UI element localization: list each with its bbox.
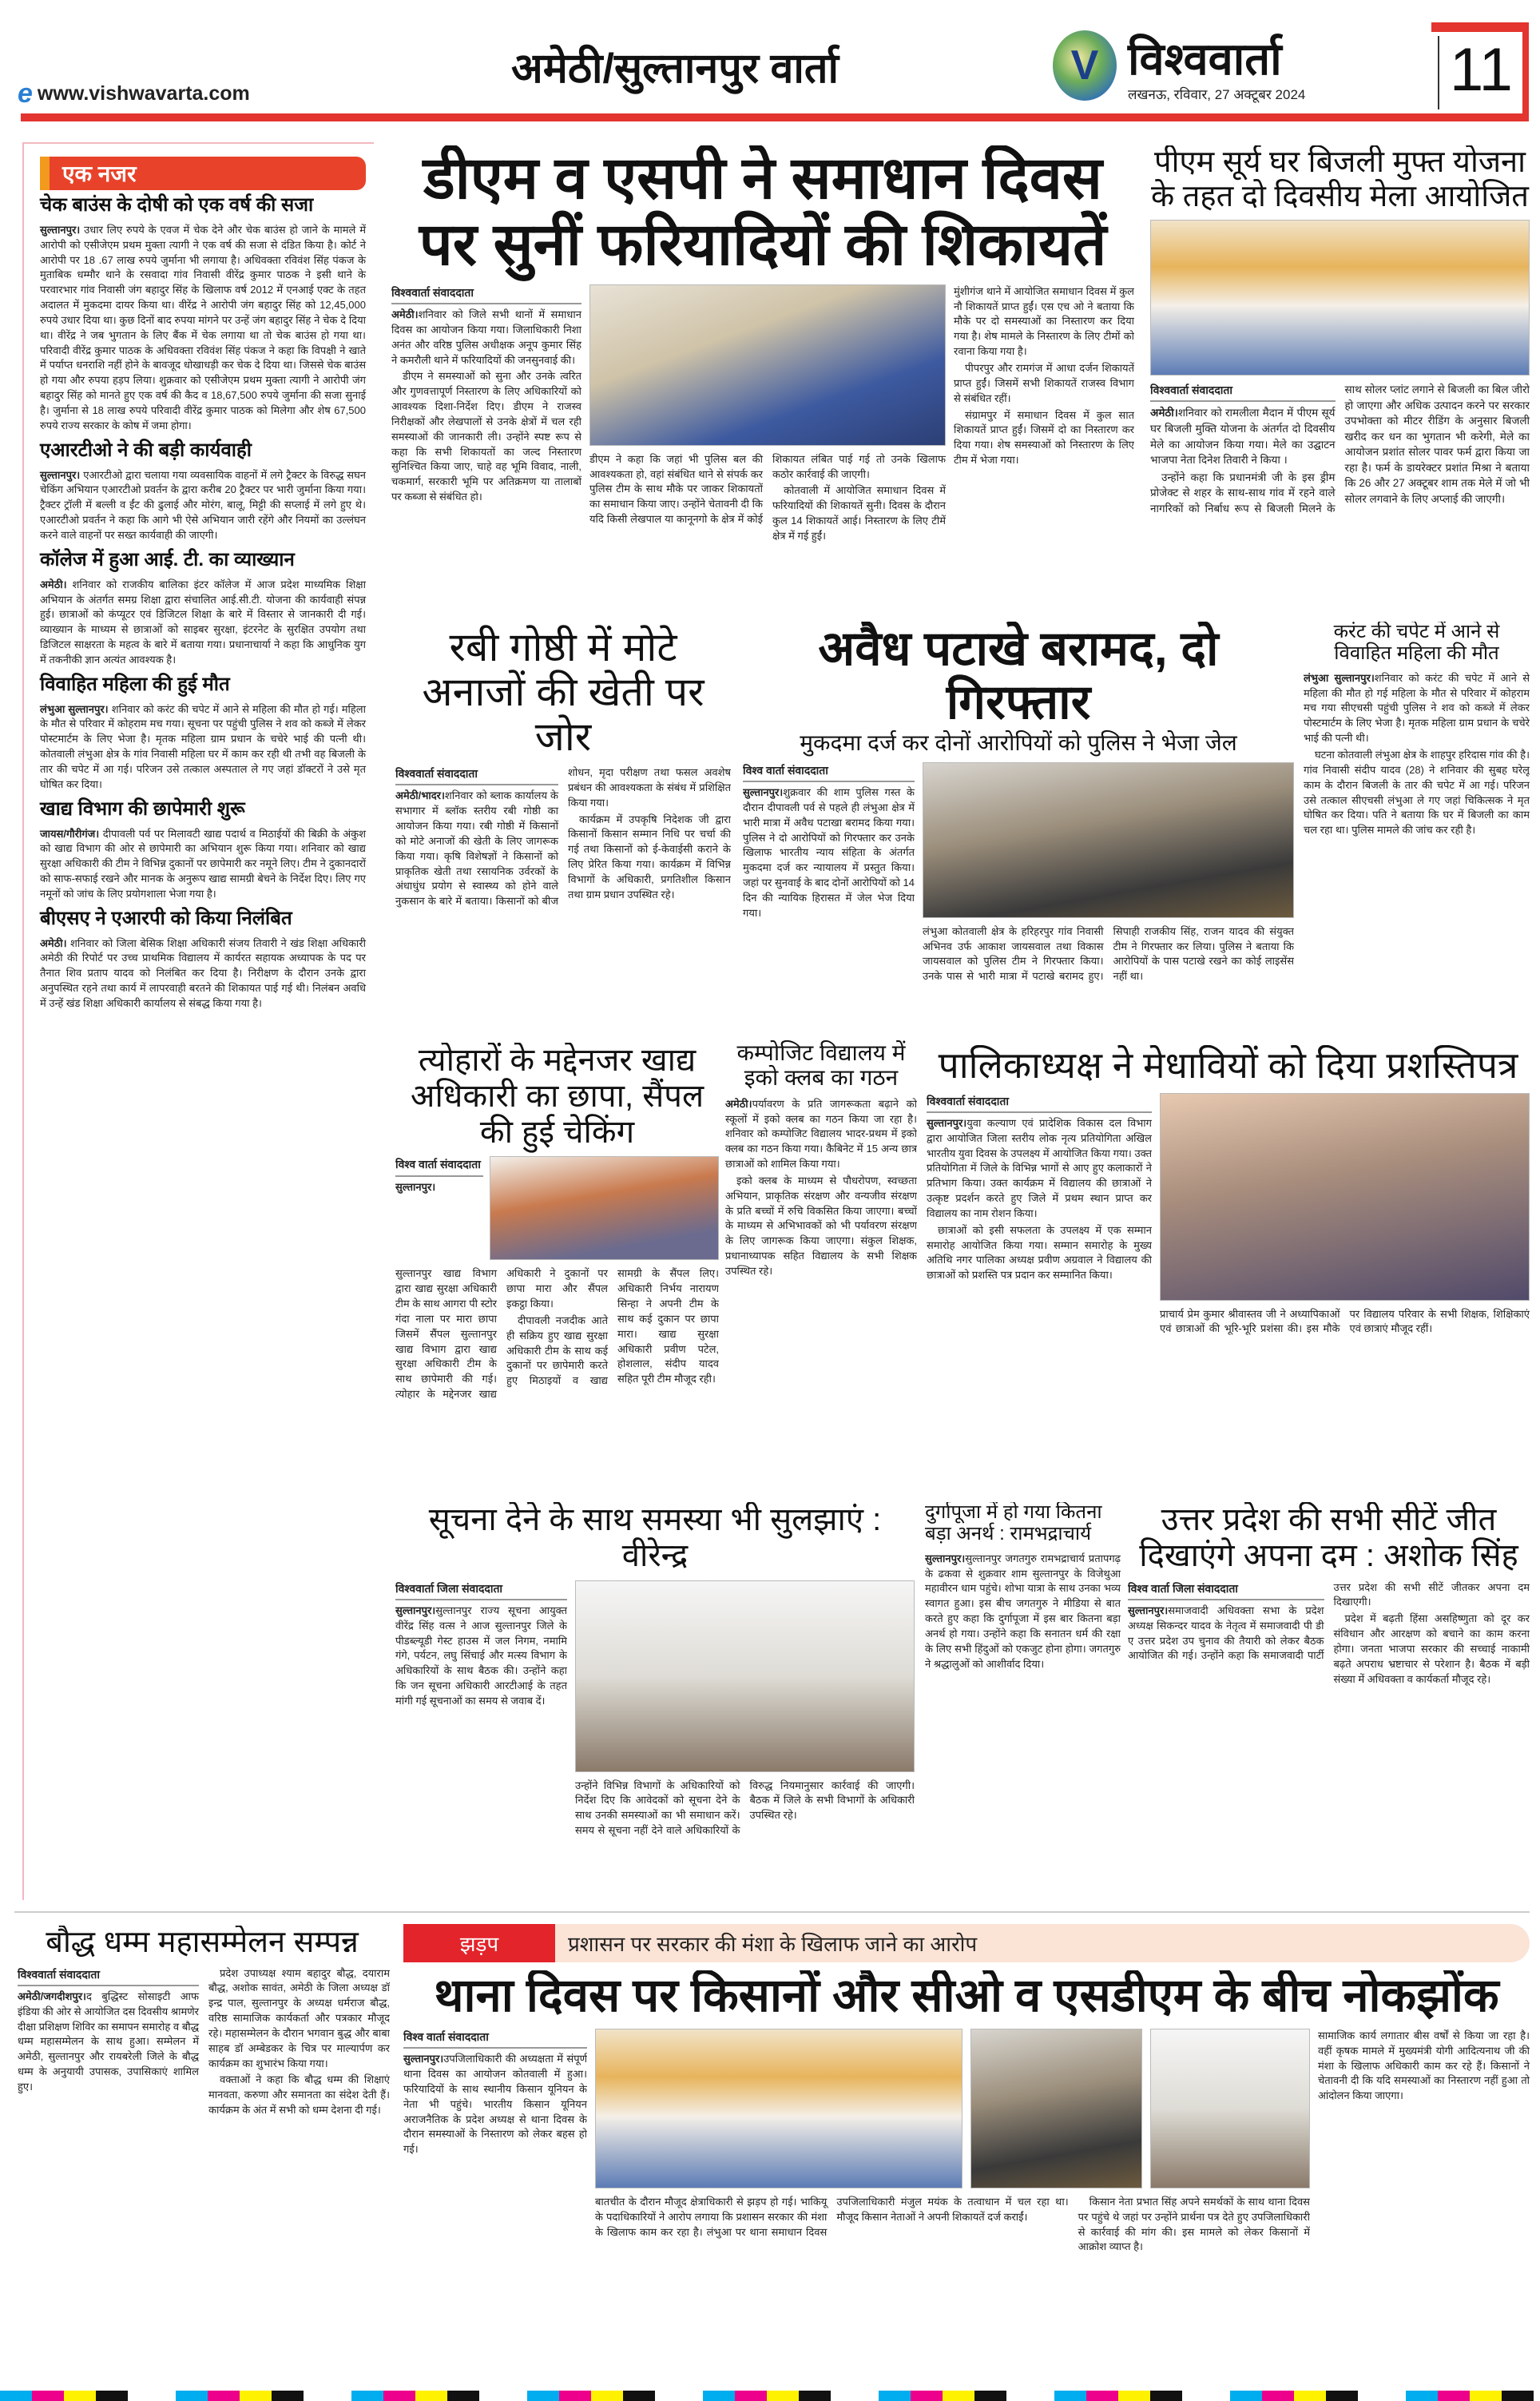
eco-block [725, 1040, 917, 1494]
khadya-headline: त्योहारों के मद्देनजर खाद्य अधिकारी का छापा, सैंपल की हुई चेकिंग [410, 1043, 705, 1150]
current-headline: करंट की चपेट में आने से विवाहित महिला की मौत [1333, 622, 1500, 664]
palika-story: विश्ववार्ता संवाददाता सुल्तानपुर।युवा कल्याण एवं प्रादेशिक विकास दल विभाग द्वारा आयोजित जिला स्तरीय लोक नृत्य प्रतियोगिता अखिल भारतीय युवा दिवस के उपलक्ष्य में आयोजित किया गया। उक्त प्रतियोगिता में जिले के विभिन्न भागों से आए हुए कलाकारों ने प्रतिभाग किया। उक्त कार्यक्रम में विद्यालय की छात्राओं ने उत्कृष्ट प्रदर्शन करते हुए जिले में प्रथम स्थान प्राप्त कर विद्यालय का नाम रोशन किया। छात्राओं को इसी सफलता के उपलक्ष्य में एक सम्मान समारोह आयोजित किया गया। सम्मान समारोह के मुख्य अतिथि नगर पालिका अध्यक्ष प्रवीण अग्रवाल ने विद्यालय की छात्राओं को प्रशस्ति पत्र प्रदान कर सम्मानित किया। [927, 1094, 1152, 1282]
corner-rule-side [1522, 22, 1529, 118]
rabi-headline: रबी गोष्ठी में मोटे अनाजों की खेती पर जोर [422, 625, 705, 759]
dateline: लखनऊ, रविवार, 27 अक्टूबर 2024 [1128, 87, 1306, 102]
khadya-story: विश्व वार्ता संवाददाता सुल्तानपुर। सुल्तानपुर खाद्य विभाग द्वारा खाद्य सुरक्षा अधिकारी टीम के साथ आगरा पी स्टोर गंदा नाला पर मारा छापा जिसमें सैंपल सुल्तानपुर खाद्य विभाग द्वारा खाद्य सुरक्षा अधिकारी टीम के साथ छापेमारी की गई। त्योहार के मद्देनजर खाद्य अधिकारी ने दुकानों पर छापा मारा और सैंपल इकट्ठा किया। दीपावली नजदीक आते ही सक्रिय हुए खाद्य सुरक्षा अधिकारी टीम के साथ कई दुकानों पर छापेमारी करते हुए मिठाइयों व खाद्य सामग्री के सैंपल लिए। अधिकारी निर्भय नारायण सिन्हा ने अपनी टीम के साथ कई दुकान पर छापा मारा। खाद्य सुरक्षा अधिकारी प्रवीण पटेल, होशलाल, संदीप यादव सहित पूरी टीम मौजूद रही। [395, 1158, 719, 1401]
upseat-story: विश्व वार्ता जिला संवाददाता सुल्तानपुर।समाजवादी अधिवक्ता सभा के प्रदेश अध्यक्ष सिकन्दर यादव के नेतृत्व में समाजवादी पी डी ए उत्तर प्रदेश उप चुनाव की तैयारी को लेकर बैठक आयोजित की गई। उन्होंने कहा कि समाजवादी पार्टी उत्तर प्रदेश की सभी सीटें जीतकर अपना दम दिखाएगी। प्रदेश में बढ़ती हिंसा असहिष्णुता को दूर कर संविधान और आरक्षण को बचाने का काम करना होगा। जनता भाजपा सरकार की सच्चाई नाकामी बढ़ते अपराध भ्रष्टाचार से परेशान है। बैठक में बड़ी संख्या में अधिवक्ता व कार्यकर्ता मौजूद रहे। [1128, 1580, 1530, 1685]
patakhe-story: विश्व वार्ता संवाददाता सुल्तानपुर।शुक्रवार की शाम पुलिस गस्त के दौरान दीपावली पर्व से पहले ही लंभुआ क्षेत्र में भारी मात्रा में अवैध पटाखा बरामद किया गया। पुलिस ने दो आरोपियों को गिरफ्तार कर उनके खिलाफ भारतीय न्याय संहिता के अंतर्गत मुकदमा दर्ज कर न्यायालय में प्रस्तुत किया। जहां पर सुनवाई के बाद दोनों आरोपियों को 14 दिन की न्यायिक हिरासत में जेल भेज दिया गया। [743, 763, 915, 919]
durga-story: सुल्तानपुर।सुल्तानपुर जगतगुरु रामभद्राचार्य प्रतापगढ़ के ढकवा से शुक्रवार शाम सुल्तानपुर के विजेथुआ महावीरन धाम पहुंचे। शोभा यात्रा के साथ उनका भव्य स्वागत हुआ। इस बीच जगतगुरु ने मीडिया से बात करते हुए कहा कि दुर्गापूजा में इस बार कितना बड़ा अनर्थ हो गया। उन्होंने कहा कि सनातन धर्म की रक्षा के लिए सभी हिंदुओं को एकजुट होना होगा। जगतगुरु ने श्रद्धालुओं को आशीर्वाद दिया। [925, 1552, 1121, 1670]
jhadap-photo-3 [1150, 2029, 1310, 2188]
left-story: एआरटीओ ने की बड़ी कार्यवाही सुल्तानपुर। एआरटीओ द्वारा चलाया गया व्यवसायिक वाहनों में लगे ट्रैक्टर के विरुद्ध सघन चेकिंग अभियान एआरटीओ प्रवर्तन के द्वारा करीब 20 ट्रैक्टर पर भारी जुर्माना किया गया। ट्रैक्टर ट्रॉली में बल्ली व ईंट की ढुलाई और मोरंग, बालू, मिट्टी की सप्लाई में लगे हुए थे। एआरटीओ प्रवर्तन ने कहा कि आगे भी ऐसे अभियान जारी रहेंगे और नियमों का उल्लंघन करने वाले वाहनों पर सख्त कार्यवाही की जाएगी। [40, 439, 366, 541]
surya-photo [1150, 220, 1530, 376]
left-story: चेक बाउंस के दोषी को एक वर्ष की सजा सुल्तानपुर। उधार लिए रुपये के एवज में चेक देने और चेक बाउंस हो जाने के मामले में आरोपी को एसीजेएम प्रथम मुक्ता त्यागी ने एक वर्ष की सजा से दंडित किया है। कोर्ट ने आरोपी पर 18 .67 लाख रुपये जुर्माना भी लगाया है। अधिवक्ता रविवंश सिंह पंकज के मुताबिक धम्मौर थाने के रसवादा गांव निवासी वीरेंद्र कुमार पाठक ने इसी थाने के परवारभार गांव निवासी जंग बहादुर सिंह के खिलाफ वर्ष 2012 में एनआई एक्ट के तहत अदालत में मुकदमा दायर किया था। वीरेंद्र ने आरोपी जंग बहादुर सिंह को 12,45,000 रुपये उधार दिया था। कुछ दिनों बाद रुपया मांगने पर उन्हें जंग बहादुर सिंह ने चेक दे दिया था। वीरेंद्र ने जब भुगतान के लिए बैंक में चेक लगाया था तो चेक बाउंस हो गया था। परिवादी वीरेंद्र कुमार पाठक के अधिवक्ता रविवंश सिंह पंकज ने कहा कि विपक्षी ने खाते में पर्याप्त धनराशि नहीं होने के बावजूद धोखाधड़ी कर चेक दे दिया था। जिससे चेक बाउंस हो गया और रुपया हड़प लिया। शुक्रवार को एसीजेएम प्रथम मुक्ता त्यागी ने आरोपी जंग बहादुर सिंह को मानते हुए एक वर्ष की कैद व 18,67,500 रुपये जुर्माना की सजा सुनाई है। जुर्माना से 18 लाख रुपये परिवादी वीरेंद्र कुमार पाठक को मिलेगा और शेष 67,500 रुपये राज्य सरकार के कोष में जमा होगा। [40, 194, 366, 431]
brand-logo: V [1053, 30, 1117, 101]
suchna-block: सूचना देने के साथ समस्या भी सुलझाएं : वीरेन्द्र विश्ववार्ता जिला संवाददाता सुल्तानपुर।सुल्तानपुर राज्य सूचना आयुक्त वीरेंद्र सिंह वत्स ने आज सुल्तानपुर जिले के पीडब्ल्यूडी गेस्ट हाउस में जल निगम, नमामि गंगे, पर्यटन, लघु सिंचाई और मत्स्य विभाग के अधिकारियों के साथ बैठक की। उन्होंने कहा कि जन सूचना अधिकारी आरटीआई के तहत मांगी गई सूचनाओं का समय से जवाब दें। उन्होंने विभिन्न विभागों के अधिकारियों को निर्देश दिए कि आवेदकों को सूचना देने के साथ उनकी समस्याओं का भी समाधान करें। समय से सूचना नहीं देने वाले अधिकारियों के विरुद्ध नियमानुसार कार्रवाई की जाएगी। बैठक में जिले के सभी विभागों के अधिकारी उपस्थित रहे। [395, 1502, 915, 1902]
left-story: कॉलेज में हुआ आई. टी. का व्याख्यान अमेठी। शनिवार को राजकीय बालिका इंटर कॉलेज में आज प्रदेश माध्यमिक शिक्षा अभियान के अंतर्गत समग्र शिक्षा द्वारा संचालित आई.सी.टी. योजना की कार्यवाही संपन्न हुई। छात्राओं को कंप्यूटर एवं डिजिटल शिक्षा के बारे में विस्तार से जानकारी दी गई। व्याख्यान के माध्यम से छात्राओं को साइबर सुरक्षा, इंटरनेट के सुरक्षित उपयोग तथा डिजिटल साक्षरता के महत्व के बारे में बताया गया। प्रधानाचार्या ने कहा कि आधुनिक युग में तकनीकी ज्ञान अत्यंत आवश्यक है। [40, 548, 366, 666]
durga-block [925, 1502, 1121, 1902]
browser-e-icon: e [18, 78, 33, 109]
jhadap-story: विश्व वार्ता संवाददाता सुल्तानपुर।उपजिलाधिकारी की अध्यक्षता में संपूर्ण थाना दिवस का आयोजन कोतवाली में हुआ। फरियादियों के साथ स्थानीय किसान यूनियन के नेता भी पहुंचे। भारतीय किसान यूनियन अराजनैतिक के प्रदेश अध्यक्ष से थाना दिवस के दौरान समस्याओं के निस्तारण को लेकर बहस हो गई। [403, 2029, 587, 2156]
durga-headline: दुर्गापूजा में हो गया कितना बड़ा अनर्थ : रामभद्राचार्य [925, 1502, 1102, 1544]
ek-nazar-label: एक नजर [40, 157, 366, 190]
main-headline: डीएम व एसपी ने समाधान दिवस पर सुनीं फरियादियों की शिकायतें [419, 145, 1107, 277]
left-story: विवाहित महिला की हुई मौत लंभुआ सुल्तानपुर। शनिवार को करंट की चपेट में आने से महिला की मौत हो गई। महिला के मौत से परिवार में कोहराम मच गया। सूचना पर पहुंची पुलिस ने शव को कब्जे में लेकर पोस्टमार्टम के लिए भेजा है। मृतक महिला ग्राम प्रधान के चचेरे भाई की पत्नी थी। कोतवाली लंभुआ क्षेत्र के गांव निवासी महिला घर में काम कर रही थी तभी वह बिजली के तार की चपेट में आ गई। परिजन उसे तत्काल अस्पताल ले गए जहां डॉक्टरों ने उसे मृत घोषित कर दिया। [40, 673, 366, 790]
eco-headline: कम्पोजिट विद्यालय में इको क्लब का गठन [736, 1040, 906, 1091]
bauddh-block [14, 1926, 390, 2387]
bauddh-story: विश्ववार्ता संवाददाता अमेठी/जगदीशपुर।द बुद्धिस्ट सोसाइटी आफ इंडिया की ओर से आयोजित दस दिवसीय श्रामणेर दीक्षा प्रशिक्षण शिविर का समापन समारोह व बौद्ध धम्म महासम्मेलन के साथ हुआ। सम्मेलन में अमेठी, सुल्तानपुर और रायबरेली जिले के बौद्ध धम्म के अनुयायी उपासक, उपासिकाएं शामिल हुए। प्रदेश उपाध्यक्ष श्याम बहादुर बौद्ध, दयाराम बौद्ध, अशोक सावंत, अमेठी के जिला अध्यक्ष डॉ इन्द्र पाल, सुल्तानपुर के अध्यक्ष धर्मराज बौद्ध, वरिष्ठ सामाजिक कार्यकर्ता और पत्रकार मौजूद रहे। महासम्मेलन के दौरान भगवान बुद्ध और बाबा साहब डॉ अम्बेडकर के चित्र पर माल्यार्पण कर कार्यक्रम का शुभारंभ किया गया। वक्ताओं ने कहा कि बौद्ध धम्म की शिक्षाएं मानवता, करुणा और समानता का संदेश देती हैं। कार्यक्रम के अंत में सभी को धम्म देशना दी गई। [18, 1966, 390, 2117]
corner-rule-top [1431, 22, 1529, 32]
brand-name: विश्ववार्ता [1128, 34, 1282, 84]
surya-block [1150, 145, 1530, 615]
suchna-story: विश्ववार्ता जिला संवाददाता सुल्तानपुर।सुल्तानपुर राज्य सूचना आयुक्त वीरेंद्र सिंह वत्स ने आज सुल्तानपुर जिले के पीडब्ल्यूडी गेस्ट हाउस में जल निगम, नमामि गंगे, पर्यटन, लघु सिंचाई और मत्स्य विभाग के अधिकारियों के साथ बैठक की। उन्होंने कहा कि जन सूचना अधिकारी आरटीआई के तहत मांगी गई सूचनाओं का समय से जवाब दें। [395, 1581, 567, 1707]
suchna-headline: सूचना देने के साथ समस्या भी सुलझाएं : वीरेन्द्र [428, 1502, 882, 1573]
current-block [1304, 622, 1530, 1031]
jhadap-kicker: प्रशासन पर सरकार की मंशा के खिलाफ जाने का आरोप [568, 1932, 978, 1956]
rabi-story: विश्ववार्ता संवाददाता अमेठी/भादर।शनिवार को ब्लाक कार्यालय के सभागार में ब्लॉक स्तरीय रबी गोष्ठी का आयोजन किया गया। रबी गोष्ठी में किसानों को मोटे अनाजों की खेती के लिए जागरूक किया गया। कृषि विशेषज्ञों ने किसानों को प्राकृतिक खेती तथा रसायनिक उर्वरकों के अंधाधुंध प्रयोग से स्वास्थ्य को होने वाले नुकसान के बारे में बताया। किसानों को बीज शोधन, मृदा परीक्षण तथा फसल अवशेष प्रबंधन की आवश्यकता के संबंध में प्रशिक्षित किया गया। कार्यक्रम में उपकृषि निदेशक जी द्वारा किसानों किसान सम्मान निधि पर चर्चा की गई तथा किसानों को ई-केवाईसी कराने के लिए प्रेरित किया गया। कार्यक्रम में विभिन्न विभागों के अधिकारी, प्रगतिशील किसान तथा ग्राम प्रधान उपस्थित रहे। [395, 766, 731, 908]
khadya-block [395, 1043, 719, 1494]
surya-headline: पीएम सूर्य घर बिजली मुफ्त योजना के तहत दो दिवसीय मेला आयोजित [1151, 145, 1529, 213]
eco-story: अमेठी।पर्यावरण के प्रति जागरूकता बढ़ाने को स्कूलों में इको क्लब का गठन किया जा रहा है। शनिवार को कम्पोजिट विद्यालय भादर-प्रथम में इको क्लब का गठन किया गया। कैबिनेट में 15 अन्य छात्र छात्राओं को शामिल किया गया। इको क्लब के माध्यम से पौधरोपण, स्वच्छता अभियान, प्राकृतिक संरक्षण और वन्यजीव संरक्षण के प्रति बच्चों में रुचि विकसित किया जाएगा। बच्चों के माध्यम से अभिभावकों को भी पर्यावरण संरक्षण के लिए जागरूक किया जाएगा। संकुल शिक्षक, प्रधानाध्यापक सहित विद्यालय के सभी शिक्षक उपस्थित रहे। [725, 1097, 917, 1277]
jhadap-headline: थाना दिवस पर किसानों और सीओ व एसडीएम के बीच नोकझोंक [434, 1970, 1499, 2021]
section-title: अमेठी/सुल्तानपुर वार्ता [511, 46, 839, 92]
left-story: बीएसए ने एआरपी को किया निलंबित अमेठी। शनिवार को जिला बेसिक शिक्षा अधिकारी संजय तिवारी ने खंड शिक्षा अधिकारी अमेठी की रिपोर्ट पर उच्च प्राथमिक विद्यालय में कार्यरत सहायक अध्यापक के पद पर तैनात शिव प्रताप यादव को निलंबित कर दिया है। निरीक्षण के दौरान उनके द्वारा अनुपस्थित रहने तथा कार्य में लापरवाही बरतने की शिकायत पाई गई थी। निलंबन अवधि में उन्हें खंड शिक्षा अधिकारी कार्यालय से संबद्ध किया गया है। [40, 907, 366, 1009]
current-story: लंभुआ सुल्तानपुर।शनिवार को करंट की चपेट में आने से महिला की मौत हो गई महिला के मौत से परिवार में कोहराम मच गया सीएचसी पहुंची पुलिस ने शव को कब्जे में लेकर पोस्टमार्टम के लिए भेजा है। मृतक महिला ग्राम प्रधान के चचेरे भाई की पत्नी थी। घटना कोतवाली लंभुआ क्षेत्र के शाहपुर हरिदास गांव की है। गांव निवासी संदीप यादव (28) ने शनिवार की सुबह घरेलू काम के दौरान बिजली के तार की चपेट में आ गई। परिजन उसे तत्काल सीएचसी लंभुआ ले गए जहां चिकित्सक ने मृत घोषित कर दिया। पति ने बताया कि घर में बिजली का काम चल रहा था। पुलिस मामले की जांच कर रही है। [1304, 671, 1530, 837]
print-color-bar [0, 2391, 1540, 2401]
jhadap-block: थाना दिवस पर किसानों और सीओ व एसडीएम के बीच नोकझोंक विश्व वार्ता संवाददाता सुल्तानपुर।उपजिलाधिकारी की अध्यक्षता में संपूर्ण थाना दिवस का आयोजन कोतवाली में हुआ। फरियादियों के साथ स्थानीय किसान यूनियन के नेता भी पहुंचे। भारतीय किसान यूनियन अराजनैतिक के प्रदेश अध्यक्ष से थाना दिवस के दौरान समस्याओं के निस्तारण को लेकर बहस हो गई। बातचीत के दौरान मौजूद क्षेत्राधिकारी से झड़प हो गई। भाकियू के पदाधिकारियों ने आरोप लगाया कि प्रशासन सरकार की मंशा के खिलाफ काम कर रहा है। लंभुआ पर थाना समाधान दिवस उपजिलाधिकारी मंजुल मयंक के तत्वाधान में चल रहा था। मौजूद किसान नेताओं ने अपनी शिकायतें दर्ज कराईं। किसान नेता प्रभात सिंह अपने समर्थकों के साथ थाना दिवस पर पहुंचे थे जहां पर उन्होंने प्रार्थना पत्र देते हुए उपजिलाधिकारी से कार्रवाई की मांग की। इस मामले को लेकर किसानों में आक्रोश व्याप्त है। सामाजिक कार्य लगातार बीस वर्षों से किया जा रहा है। वहीं कृषक मामले में मुख्यमंत्री योगी आदित्यनाथ जी की मंशा के खिलाफ अधिकारी काम कर रहे हैं। किसानों ने चेतावनी दी कि यदि समस्याओं का निस्तारण नहीं हुआ तो आंदोलन किया जाएगा। [403, 1970, 1530, 2387]
header-rule [21, 113, 1529, 121]
page-number: 11 [1450, 36, 1513, 104]
palika-headline: पालिकाध्यक्ष ने मेधावियों को दिया प्रशस्तिपत्र [938, 1045, 1518, 1086]
palika-block: पालिकाध्यक्ष ने मेधावियों को दिया प्रशस्तिपत्र विश्ववार्ता संवाददाता सुल्तानपुर।युवा कल्याण एवं प्रादेशिक विकास दल विभाग द्वारा आयोजित जिला स्तरीय लोक नृत्य प्रतियोगिता अखिल भारतीय युवा दिवस के उपलक्ष्य में आयोजित किया गया। उक्त प्रतियोगिता में जिले के विभिन्न भागों से आए हुए कलाकारों ने प्रतिभाग किया। उक्त कार्यक्रम में विद्यालय की छात्राओं ने उत्कृष्ट प्रदर्शन करते हुए जिले में प्रथम स्थान प्राप्त कर विद्यालय का नाम रोशन किया। छात्राओं को इसी सफलता के उपलक्ष्य में एक सम्मान समारोह आयोजित किया गया। सम्मान समारोह के मुख्य अतिथि नगर पालिका अध्यक्ष प्रवीण अग्रवाल ने विद्यालय की छात्राओं को प्रशस्ति पत्र प्रदान कर सम्मानित किया। प्राचार्य प्रेम कुमार श्रीवास्तव जी ने अध्यापिकाओं एवं छात्राओं की भूरि-भूरि प्रशंसा की। इस मौके पर विद्यालय परिवार के सभी शिक्षक, शिक्षिकाएं एवं छात्राएं मौजूद रहीं। [927, 1045, 1530, 1494]
patakhe-photo [923, 762, 1294, 918]
main-story: डीएम व एसपी ने समाधान दिवस पर सुनीं फरियादियों की शिकायतें विश्ववार्ता संवाददाता अमेठी।शनिवार को जिले सभी थानों में समाधान दिवस का आयोजन किया गया। जिलाधिकारी निशा अनंत और वरिष्ठ पुलिस अधीक्षक अनूप कुमार सिंह ने कमरौली थाने में फरियादियों की जनसुनवाई की। डीएम ने समस्याओं को सुना और उनके त्वरित और गुणवत्तापूर्ण निस्तारण के लिए अधिकारियों को आवश्यक दिशा-निर्देश दिए। डीएम ने राजस्व निरीक्षकों और लेखपालों से उनके क्षेत्रों में चल रही समस्याओं की जानकारी ली। उन्होंने स्पष्ट रूप से कहा कि सभी शिकायतों का जल्द निस्तारण सुनिश्चित किया जाए, चाहे वह भूमि विवाद, नाली, चकमार्ग, सरकारी भूमि पर अतिक्रमण या तालाबों पर कब्जा से संबंधित हो। डीएम ने कहा कि जहां भी पुलिस बल की आवश्यकता हो, वहां संबंधित थाने से संपर्क कर पुलिस टीम के साथ मौके पर जाकर शिकायतों का समाधान किया जाए। उन्होंने चेतावनी दी कि यदि किसी लेखपाल या कानूनगो के क्षेत्र में कोई शिकायत लंबित पाई गई तो उनके खिलाफ कठोर कार्रवाई की जाएगी। कोतवाली में आयोजित समाधान दिवस में फरियादियों की शिकायतें सुनी। दिवस के दौरान कुल 14 शिकायतें आई। निस्तारण के लिए टीमें क्षेत्र में गई हुईं। मुंशीगंज थाने में आयोजित समाधान दिवस में कुल नौ शिकायतें प्राप्त हुईं। एस एच ओ ने बताया कि मौके पर दो समस्याओं का निस्तारण कर दिया गया है। शेष मामले के निस्तारण के लिए टीमों को रवाना किया गया है। पीपरपुर और रामगंज में आधा दर्जन शिकायतें प्राप्त हुईं। जिसमें सभी शिकायतें राजस्व विभाग से संबंधित रहीं। संग्रामपुर में समाधान दिवस में कुल सात शिकायतें प्राप्त हुईं। जिसमें दो का निस्तारण कर दिया गया। शेष समस्याओं को निस्तारण के लिए टीम में भेजा गया। [391, 145, 1134, 542]
left-story: खाद्य विभाग की छापेमारी शुरू जायस/गौरीगंज। दीपावली पर्व पर मिलावटी खाद्य पदार्थ व मिठाईयों की बिक्री के अंकुश को खाद्य विभाग की ओर से छापेमारी का अभियान शुरू किया गया। शनिवार को खाद्य सुरक्षा अधिकारी की टीम ने विभिन्न दुकानों पर छापेमारी कर नमूने लिए। टीम ने दुकानदारों को साफ-सफाई रखने और मानक के अनुरूप खाद्य सामग्री बेचने के निर्देश दिए। लिए गए नमूनों को जांच के लिए प्रयोगशाला भेजा गया है। [40, 797, 366, 900]
patakhe-headline: अवैध पटाखे बरामद, दो गिरफ्तार [818, 622, 1219, 729]
palika-photo [1160, 1093, 1530, 1301]
page-divider [1438, 36, 1439, 109]
upseat-headline: उत्तर प्रदेश की सभी सीटें जीत दिखाएंगे अपना दम : अशोक सिंह [1139, 1502, 1518, 1573]
website-link[interactable]: e www.vishwavarta.com [18, 78, 250, 109]
jhadap-banner [403, 1924, 1530, 1962]
jhadap-photo-1 [595, 2029, 963, 2188]
bauddh-headline: बौद्ध धम्म महासम्मेलन सम्पन्न [46, 1926, 359, 1959]
section-divider [14, 1911, 1530, 1913]
suchna-photo [575, 1580, 915, 1772]
upseat-block [1128, 1502, 1530, 1902]
masthead [0, 0, 1540, 128]
rabi-block [395, 625, 731, 1031]
surya-story: विश्ववार्ता संवाददाता अमेठी।शनिवार को रामलीला मैदान में पीएम सूर्य घर बिजली मुक्ति योजना के अंतर्गत दो दिवसीय मेले का आयोजन किया गया। मेले का उद्घाटन भाजपा नेता दिनेश तिवारी ने किया । उन्होंने कहा कि प्रधानमंत्री जी के इस ड्रीम प्रोजेक्ट से शहर के साथ-साथ गांव में रहने वाले नागरिकों को निर्बाध रूप से बिजली मिलने के साथ सोलर प्लांट लगाने से बिजली का बिल जीरो हो जाएगा और अधिक उत्पादन करने पर सरकार उपभोक्ता को मीटर रीडिंग के अनुसार बिजली खरीद कर धन का भुगतान भी करेगी, मेले का आयोजन प्रशांत सोलर पावर फर्म द्वारा किया जा रहा है। फर्म के डायरेक्टर प्रशांत मिश्रा ने बताया कि 26 और 27 अक्टूबर शाम तक मेले में जो भी सोलर लगवाने के लिए अप्लाई की जाएगी। [1150, 384, 1530, 515]
patakhe-block: अवैध पटाखे बरामद, दो गिरफ्तार मुकदमा दर्ज कर दोनों आरोपियों को पुलिस ने भेजा जेल विश्व वार्ता संवाददाता सुल्तानपुर।शुक्रवार की शाम पुलिस गस्त के दौरान दीपावली पर्व से पहले ही लंभुआ क्षेत्र में भारी मात्रा में अवैध पटाखा बरामद किया गया। पुलिस ने दो आरोपियों को गिरफ्तार कर उनके खिलाफ भारतीय न्याय संहिता के अंतर्गत मुकदमा दर्ज कर न्यायालय में प्रस्तुत किया। जहां पर सुनवाई के बाद दोनों आरोपियों को 14 दिन की न्यायिक हिरासत में जेल भेज दिया गया। लंभुआ कोतवाली क्षेत्र के हरिहरपुर गांव निवासी अभिनव उर्फ आकाश जायसवाल तथा विकास जायसवाल को पुलिस टीम ने गिरफ्तार किया। उनके पास से भारी मात्रा में पटाखे बरामद हुए। सिपाही राजकीय सिंह, राजन यादव की संयुक्त टीम ने गिरफ्तार कर लिया। पुलिस ने बताया कि आरोपियों के पास पटाखे रखने का कोई लाइसेंस नहीं था। [743, 622, 1294, 1031]
patakhe-subheadline: मुकदमा दर्ज कर दोनों आरोपियों को पुलिस ने भेजा जेल [800, 730, 1237, 756]
main-photo [589, 284, 946, 446]
jhadap-photo-2 [970, 2029, 1142, 2188]
jhadap-label: झड़प [403, 1924, 555, 1962]
khadya-photo [490, 1156, 719, 1260]
ek-nazar-column [22, 142, 374, 1900]
